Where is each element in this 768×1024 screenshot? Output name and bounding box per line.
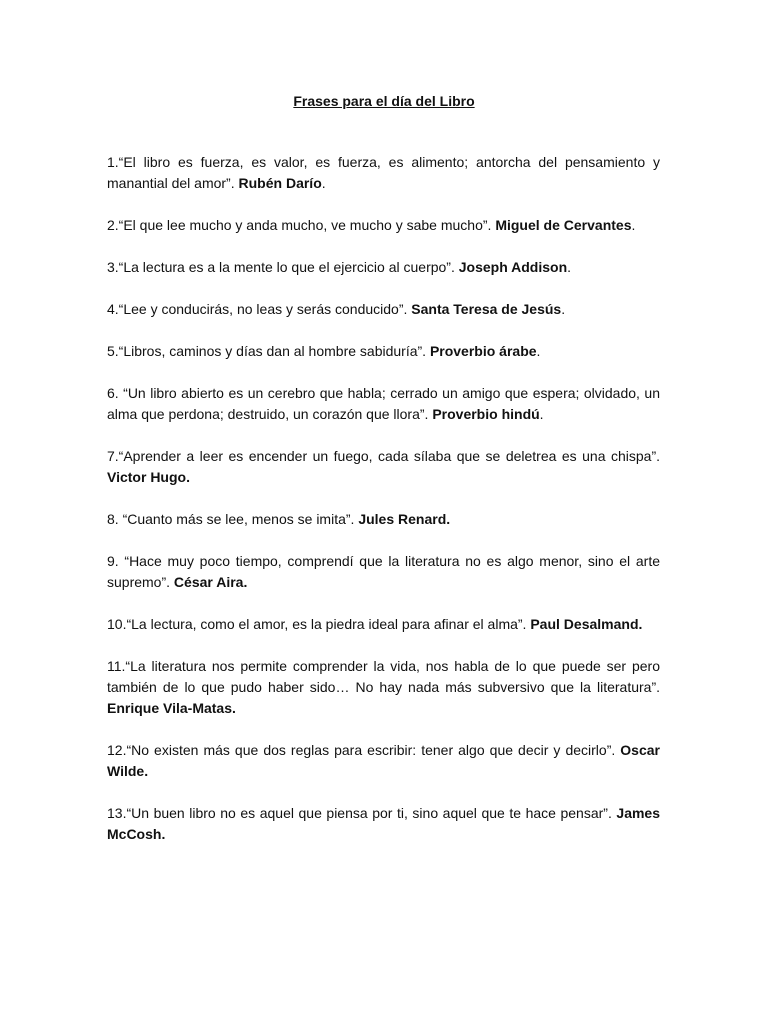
quote-author: Paul Desalmand.: [530, 616, 643, 632]
quote-text: 1.“El libro es fuerza, es valor, es fuerza, es alimento; antorcha del pensamiento y manantial del amor”.: [107, 154, 660, 191]
quote-author: César Aira.: [173, 574, 248, 590]
quote-item: [107, 341, 660, 362]
quote-author: James McCosh.: [107, 805, 660, 842]
quote-author: Victor Hugo.: [107, 469, 190, 485]
quote-item: [107, 215, 660, 236]
quote-item: [107, 257, 660, 278]
quote-item: [107, 299, 660, 320]
quote-author: Proverbio árabe: [429, 343, 537, 359]
quote-item: [107, 614, 660, 635]
quote-item: [107, 383, 660, 425]
quote-trail: .: [321, 175, 326, 191]
quote-item: [107, 446, 660, 488]
document-title: Frases para el día del Libro: [293, 93, 475, 109]
quote-list: [107, 152, 660, 866]
quote-author: Santa Teresa de Jesús: [411, 301, 562, 317]
quote-item: [107, 803, 660, 845]
quote-item: [107, 551, 660, 593]
quote-text: 7.“Aprender a leer es encender un fuego, cada sílaba que se deletrea es una chispa”.: [107, 448, 660, 464]
quote-item: [107, 656, 660, 719]
quote-trail: .: [561, 301, 566, 317]
quote-text: 10.“La lectura, como el amor, es la piedra ideal para afinar el alma”.: [107, 616, 531, 632]
quote-trail: .: [567, 259, 572, 275]
quote-trail: .: [536, 343, 541, 359]
quote-item: [107, 509, 660, 530]
quote-text: 2.“El que lee mucho y anda mucho, ve mucho y sabe mucho”.: [107, 217, 496, 233]
quote-text: 3.“La lectura es a la mente lo que el ejercicio al cuerpo”.: [107, 259, 459, 275]
quote-author: Jules Renard.: [358, 511, 451, 527]
quote-text: 12.“No existen más que dos reglas para escribir: tener algo que decir y decirlo”.: [107, 742, 621, 758]
quote-author: Miguel de Cervantes: [495, 217, 632, 233]
quote-text: 11.“La literatura nos permite comprender la vida, nos habla de lo que puede ser pero también de lo que pudo haber sido… No hay nada más subversivo que la literatura”.: [107, 658, 660, 695]
quote-trail: .: [631, 217, 636, 233]
quote-trail: .: [539, 406, 544, 422]
quote-text: 13.“Un buen libro no es aquel que piensa por ti, sino aquel que te hace pensar”.: [107, 805, 617, 821]
quote-author: Oscar Wilde.: [107, 742, 660, 779]
quote-item: [107, 152, 660, 194]
quote-author: Rubén Darío: [238, 175, 322, 191]
quote-author: Joseph Addison: [458, 259, 568, 275]
quote-text: 9. “Hace muy poco tiempo, comprendí que la literatura no es algo menor, sino el arte supremo”.: [107, 553, 660, 590]
quote-author: Proverbio hindú: [432, 406, 540, 422]
quote-author: Enrique Vila-Matas.: [107, 700, 236, 716]
quote-text: 8. “Cuanto más se lee, menos se imita”.: [107, 511, 359, 527]
quote-item: [107, 740, 660, 782]
quote-text: 4.“Lee y conducirás, no leas y serás conducido”.: [107, 301, 412, 317]
quote-text: 6. “Un libro abierto es un cerebro que habla; cerrado un amigo que espera; olvidado, un alma que perdona; destruido, un corazón que llora”.: [107, 385, 660, 422]
quote-text: 5.“Libros, caminos y días dan al hombre sabiduría”.: [107, 343, 430, 359]
